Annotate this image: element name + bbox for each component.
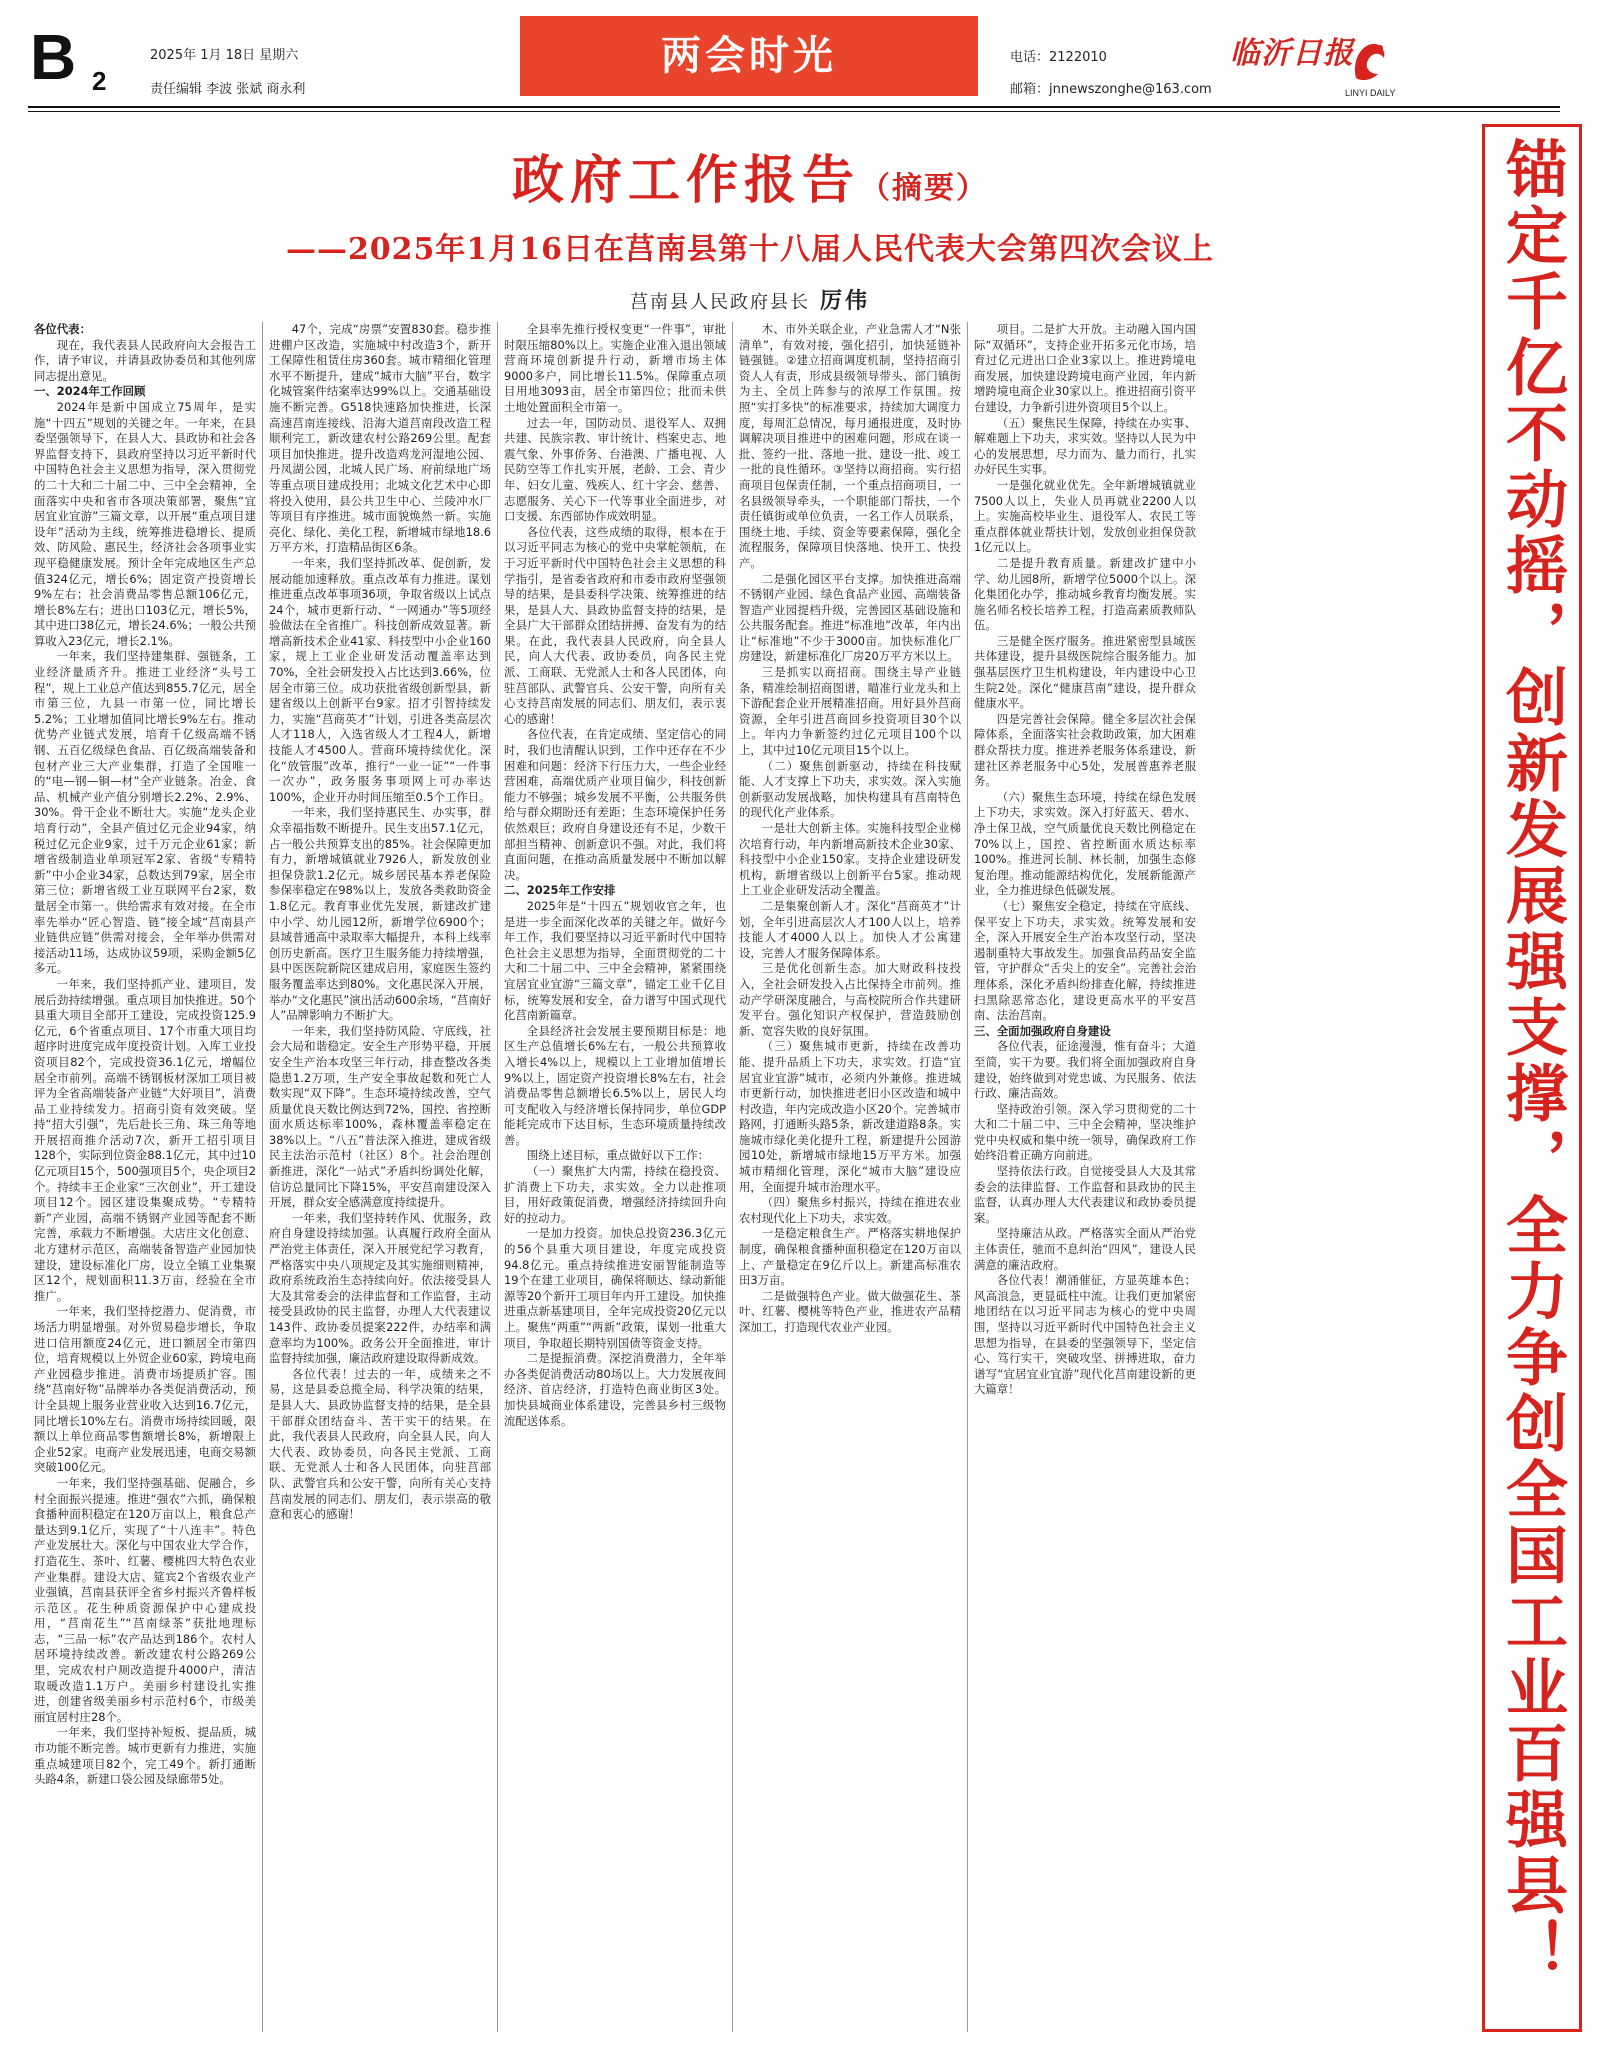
paragraph: 各位代表，在肯定成绩、坚定信心的同时，我们也清醒认识到，工作中还存在不少困难和问题：经济下行压力大，一些企业经营困难，高端优质产业项目偏少，科技创新能力不够强；城乡发展不平衡，公共服务供给与群众期盼还有差距；生态环境保护任务依然艰巨；政府自身建设还有不足，少数干部担当精神、创新意识不强。对此，我们将直面问题，在推动高质量发展中不断加以解决。	[504, 727, 726, 882]
column-rule	[732, 322, 733, 2032]
paragraph: 各位代表，征途漫漫，惟有奋斗；大道至简，实干为要。我们将全面加强政府自身建设，始终做到对党忠诚、为民服务、依法行政、廉洁高效。	[974, 1039, 1196, 1101]
article-title-text: 政府工作报告	[511, 150, 860, 211]
paragraph: 一年来，我们坚持强基础、促融合，乡村全面振兴提速。推进“强农”六抓，确保粮食播种面积稳定在120万亩以上，粮食总产量达到9.1亿斤，实现了“十八连丰”。特色产业发展壮大。深化与中国农业大学合作，打造花生、茶叶、红薯、樱桃四大特色农业产业集群。建设大店、筵宾2个省级农业产业强镇，莒南县获评全省乡村振兴齐鲁样板示范区。花生种质资源保护中心建成投用，“莒南花生”“莒南绿茶”获批地理标志，“三品一标”农产品达到186个。农村人居环境持续改善。新改建农村公路269公里，完成农村户厕改造提升4000户，清洁取暖改造1.1万户。美丽乡村建设扎实推进，创建省级美丽乡村示范村6个，市级美丽宜居村庄28个。	[34, 1475, 256, 1724]
section-heading: 二、2025年工作安排	[504, 883, 616, 898]
issue-date: 2025年 1月 18日 星期六	[150, 48, 299, 63]
paragraph: 各位代表！潮涌催征，方显英雄本色；风高浪急，更显砥柱中流。让我们更加紧密地团结在以习近平同志为核心的党中央周围，坚持以习近平新时代中国特色社会主义思想为指导，在县委的坚强领导下，坚定信心、笃行实干，突破攻坚、拼搏进取，奋力谱写“宜居宜业宜游”现代化莒南建设新的更大篇章！	[974, 1273, 1196, 1397]
author-role: 莒南县人民政府县长	[629, 292, 810, 313]
text-column	[739, 322, 961, 2032]
paragraph: 一年来，我们坚持转作风、优服务，政府自身建设持续加强。认真履行政府全面从严治党主体责任，深入开展党纪学习教育，严格落实中央八项规定及其实施细则精神，政府系统政治生态持续向好。依法接受县人大及其常委会的法律监督和工作监督，主动接受县政协的民主监督，办理人大代表建议143件、政协委员提案222件，办结率和满意率均为100%。政务公开全面推进，审计监督持续加强，廉洁政府建设取得新成效。	[269, 1210, 491, 1366]
paragraph: 坚持廉洁从政。严格落实全面从严治党主体责任，驰而不息纠治“四风”，建设人民满意的廉洁政府。	[974, 1226, 1196, 1272]
slogan-box	[1482, 124, 1582, 2032]
section-heading: 三、全面加强政府自身建设	[974, 1023, 1111, 1038]
paragraph: 全县经济社会发展主要预期目标是：地区生产总值增长6%左右，一般公共预算收入增长4%以上，规模以上工业增加值增长9%以上，固定资产投资增长8%左右，社会消费品零售总额增长6.5%以上，居民人均可支配收入与经济增长保持同步，单位GDP能耗完成市下达目标，生态环境质量持续改善。	[504, 1023, 726, 1147]
article-title	[40, 138, 1460, 213]
column-rule	[262, 322, 263, 2032]
paragraph: 一是加力投资。加快总投资236.3亿元的56个县重大项目建设，年度完成投资94.8亿元。重点持续推进安丽智能制造等19个在建工业项目，确保将顺达、绿动新能源等20个新开工项目年内开工建设。加快推进重点新基建项目，全年完成投资20亿元以上。聚焦“两重”“两新”政策，谋划一批重大项目，争取超长期特别国债等资金支持。	[504, 1226, 726, 1350]
paragraph: 各位代表，这些成绩的取得，根本在于以习近平同志为核心的党中央掌舵领航，在于习近平新时代中国特色社会主义思想的科学指引，是省委省政府和市委市政府坚强领导的结果，是县委科学决策、统筹推进的结果，是县人大、县政协监督支持的结果，是全县广大干部群众团结拼搏、奋发有为的结果。在此，我代表县人民政府，向全县人民，向人大代表、政协委员，向各民主党派、工商联、无党派人士和各人民团体，向驻莒部队、武警官兵、公安干警，向所有关心支持莒南发展的同志们、朋友们，表示衷心的感谢！	[504, 524, 726, 726]
paragraph: 二是做强特色产业。做大做强花生、茶叶、红薯、樱桃等特色产业，推进农产品精深加工，打造现代农业产业园。	[739, 1288, 961, 1334]
paragraph: 二是提升教育质量。新建改扩建中小学、幼儿园8所，新增学位5000个以上。深化集团化办学，推动城乡教育均衡发展。实施名师名校长培养工程，打造高素质教师队伍。	[974, 555, 1196, 633]
header-rule	[28, 106, 1560, 108]
header-rule-thin	[28, 111, 1560, 112]
paragraph: 一是强化就业优先。全年新增城镇就业7500人以上，失业人员再就业2200人以上。实施高校毕业生、退役军人、农民工等重点群体就业帮扶计划，发放创业担保贷款1亿元以上。	[974, 477, 1196, 555]
text-column	[269, 322, 491, 2032]
article-byline	[40, 284, 1460, 315]
slogan-text: 锚定千亿不动摇，创新发展强支撑，全力争创全国工业百强县！	[1495, 137, 1569, 1985]
paragraph: 坚持依法行政。自觉接受县人大及其常委会的法律监督、工作监督和县政协的民主监督，认真办理人大代表建议和政协委员提案。	[974, 1164, 1196, 1225]
column-rule	[497, 322, 498, 2032]
paragraph: 三是优化创新生态。加大财政科技投入，全社会研发投入占比保持全市前列。推动产学研深度融合，与高校院所合作共建研发平台。强化知识产权保护，营造鼓励创新、宽容失败的良好氛围。	[739, 961, 961, 1038]
paragraph: （四）聚焦乡村振兴，持续在推进农业农村现代化上下功夫，求实效。	[739, 1195, 961, 1225]
section-heading: 一、2024年工作回顾	[34, 384, 146, 399]
column-rule	[967, 322, 968, 2032]
paragraph: 一是稳定粮食生产。严格落实耕地保护制度，确保粮食播种面积稳定在120万亩以上、产量稳定在9亿斤以上。新建高标准农田3万亩。	[739, 1226, 961, 1288]
paragraph: 各位代表！过去的一年，成绩来之不易，这是县委总揽全局、科学决策的结果，是县人大、县政协监督支持的结果，是全县干部群众团结奋斗、苦干实干的结果。在此，我代表县人民政府，向全县人民，向人大代表、政协委员，向各民主党派、工商联、无党派人士和各人民团体，向驻莒部队、武警官兵和公安干警，向所有关心支持莒南发展的同志们、朋友们，表示崇高的敬意和衷心的感谢！	[269, 1366, 491, 1522]
paragraph: 二是集聚创新人才。深化“莒商英才”计划，全年引进高层次人才100人以上，培养技能人才4000人以上。加快人才公寓建设，完善人才服务保障体系。	[739, 898, 961, 960]
paragraph: 一年来，我们坚持建集群、强链条，工业经济量质齐升。推进工业经济“头号工程”，规上工业总产值达到855.7亿元，居全市第三位，九县一市第一位，同比增长5.2%；工业增加值同比增长9%左右。推动优势产业链式发展，培育千亿级高端不锈钢、五百亿级绿色食品、百亿级高端装备和包材产业三大产业集群，打造了全国唯一的“电—钢—铜—材”全产业链条。冶金、食品、机械产业产值分别增长2.2%、2.9%、30%。骨干企业不断壮大。实施“龙头企业培育行动”，全县产值过亿元企业94家，纳税过亿元企业9家，过千万元企业61家；新增省级制造业单项冠军2家、省级“专精特新”中小企业34家，总数达到79家，居全市第三位；新增省级工业互联网平台2家，数量居全市第一。供给需求有效对接。在全市率先举办“匠心智造、链”接全域“莒南县产业链供应链”供需对接会，全年举办供需对接活动11场，达成协议59项，采购金额5亿多元。	[34, 649, 256, 976]
paragraph: 三是抓实以商招商。围绕主导产业链条，精准绘制招商图谱，瞄准行业龙头和上下游配套企业开展精准招商。用好县外莒商资源，全年引进莒商回乡投资项目30个以上。年内力争新签约过亿元项目100个以上，其中过10亿元项目15个以上。	[739, 665, 961, 758]
paragraph: 一年来，我们坚持惠民生、办实事，群众幸福指数不断提升。民生支出57.1亿元，占一般公共预算支出的85%。社会保障更加有力，新增城镇就业7926人，新发放创业担保贷款1.2亿元。城乡居民基本养老保险参保率稳定在98%以上，发放各类救助资金1.8亿元。教育事业优先发展，新建改扩建中小学、幼儿园12所，新增学位6900个；县域普通高中录取率大幅提升，本科上线率创历史新高。医疗卫生服务能力持续增强，县中医医院新院区建成启用，家庭医生签约服务覆盖率达到80%。文化惠民深入开展，举办“文化惠民”演出活动600余场，“莒南好人”品牌影响力不断扩大。	[269, 805, 491, 1023]
text-column	[974, 322, 1196, 2032]
contact-email: 邮箱：jnnewszonghe@163.com	[1010, 82, 1212, 97]
paragraph: 现在，我代表县人民政府向大会报告工作，请予审议，并请县政协委员和其他列席同志提出意见。	[34, 337, 256, 383]
paragraph: （六）聚焦生态环境，持续在绿色发展上下功夫，求实效。深入打好蓝天、碧水、净土保卫战，空气质量优良天数比例稳定在70%以上，国控、省控断面水质达标率100%。推进河长制、林长制，加强生态修复治理。推动能源结构优化，发展新能源产业，全力推进绿色低碳发展。	[974, 789, 1196, 898]
paragraph: （三）聚焦城市更新，持续在改善功能、提升品质上下功夫，求实效。打造“宜居宜业宜游”城市，必须内外兼修。推进城市更新行动，加快推进老旧小区改造和城中村改造，年内完成改造小区20个。完善城市路网，打通断头路5条，新改建道路8条。实施城市绿化美化提升工程，新建提升公园游园10处，新增城市绿地15万平方米。加强城市精细化管理，深化“城市大脑”建设应用，全面提升城市治理水平。	[739, 1039, 961, 1194]
paragraph: 2025年是“十四五”规划收官之年，也是进一步全面深化改革的关键之年。做好今年工作，我们要坚持以习近平新时代中国特色社会主义思想为指导，全面贯彻党的二十大和二十届二中、三中全会精神，紧紧围绕宜居宜业宜游“三篇文章”，锚定工业千亿目标，统筹发展和安全，奋力谱写中国式现代化莒南新篇章。	[504, 898, 726, 1023]
article-title-suffix: （摘要）	[860, 171, 988, 206]
page-header	[0, 0, 1600, 110]
paragraph: 三是健全医疗服务。推进紧密型县域医共体建设，提升县级医院综合服务能力。加强基层医疗卫生机构建设，年内建设中心卫生院2处。深化“健康莒南”建设，提升群众健康水平。	[974, 633, 1196, 711]
article-subtitle: ——2025年1月16日在莒南县第十八届人民代表大会第四次会议上	[285, 232, 1215, 267]
paragraph: 一年来，我们坚持补短板、提品质，城市功能不断完善。城市更新有力推进，实施重点城建项目82个，完工49个。新打通断头路4条，新建口袋公园及绿廊带5处。	[34, 1725, 256, 1787]
paragraph: 一是壮大创新主体。实施科技型企业梯次培育行动，年内新增高新技术企业30家、科技型中小企业150家。支持企业建设研发机构，新增省级以上创新平台5家。推动规上工业企业研发活动全覆盖。	[739, 821, 961, 898]
newspaper-logo	[1230, 18, 1396, 104]
paragraph: 全县率先推行授权变更“一件事”，审批时限压缩80%以上。实施企业准入退出领域营商环境创新提升行动，新增市场主体9000多户，同比增长11.5%。保障重点项目用地3093亩，居全市第四位；批而未供土地处置面积全市第一。	[504, 322, 726, 414]
article-body	[34, 322, 1470, 2032]
paragraph: （七）聚焦安全稳定，持续在守底线、保平安上下功夫，求实效。统筹发展和安全，深入开展安全生产治本攻坚行动，坚决遏制重特大事故发生。加强食品药品安全监管，守护群众“舌尖上的安全”。完善社会治理体系，深化矛盾纠纷排查化解，持续推进扫黑除恶常态化，建设更高水平的平安莒南、法治莒南。	[974, 898, 1196, 1023]
paragraph: （五）聚焦民生保障，持续在办实事、解难题上下功夫，求实效。坚持以人民为中心的发展思想，尽力而为、量力而行，扎实办好民生实事。	[974, 415, 1196, 477]
logo-english: LINYI DAILY	[1345, 88, 1396, 98]
paragraph: 一年来，我们坚持防风险、守底线，社会大局和谐稳定。安全生产形势平稳，开展安全生产治本攻坚三年行动，排查整改各类隐患1.2万项，生产安全事故起数和死亡人数实现“双下降”。生态环境持续改善，空气质量优良天数比例达到72%，国控、省控断面水质达标率100%，森林覆盖率稳定在38%以上。“八五”普法深入推进，建成省级民主法治示范村（社区）8个。社会治理创新推进，深化“一站式”矛盾纠纷调处化解，信访总量同比下降15%，平安莒南建设深入开展，群众安全感满意度持续提升。	[269, 1023, 491, 1210]
text-column	[34, 322, 256, 2032]
paragraph: 项目。二是扩大开放。主动融入国内国际“双循环”，支持企业开拓多元化市场，培育过亿元进出口企业3家以上。推进跨境电商发展，加快建设跨境电商产业园，年内新增跨境电商企业30家以上。推进招商引资平台建设，力争新引进外资项目5个以上。	[974, 322, 1196, 414]
paragraph: 47个，完成“房票”安置830套。稳步推进棚户区改造，实施城中村改造3个，新开工保障性租赁住房360套。城市精细化管理水平不断提升，建成“城市大脑”平台，数字化城管案件结案率达99%以上。交通基础设施不断完善。G518快速路加快推进，长深高速莒南连接线、沿海大道莒南段改造工程顺利完工，新改建农村公路269公里。配套项目加快推进。提升改造鸡龙河湿地公园、丹凤湖公园，北城人民广场、府前绿地广场等重点项目建成投用；北城文化艺术中心即将投入使用，县公共卫生中心、兰陵冲水厂等项目有序推进。城市面貌焕然一新。实施亮化、绿化、美化工程，新增城市绿地18.6万平方米，打造精品街区6条。	[269, 322, 491, 555]
paragraph: 坚持政治引领。深入学习贯彻党的二十大和二十届二中、三中全会精神，坚决维护党中央权威和集中统一领导，确保政府工作始终沿着正确方向前进。	[974, 1101, 1196, 1163]
logo-text: 临沂日报	[1230, 36, 1354, 71]
page-number: 2	[92, 66, 107, 96]
page-letter: B	[30, 21, 75, 93]
paragraph: 二是提振消费。深挖消费潜力，全年举办各类促消费活动80场以上。大力发展夜间经济、首店经济，打造特色商业街区3处。加快县城商业体系建设，完善县乡村三级物流配送体系。	[504, 1351, 726, 1428]
section-title: 两会时光	[520, 16, 978, 96]
text-column	[504, 322, 726, 2032]
author-name: 厉伟	[819, 288, 870, 314]
paragraph: 二是强化园区平台支撑。加快推进高端不锈钢产业园、绿色食品产业园、高端装备智造产业园提档升级，完善园区基础设施和公共服务配套。推进“标准地”改革，年内出让“标准地”不少于3000亩。加快标准化厂房建设，新建标准化厂房20万平方米以上。	[739, 571, 961, 664]
contact-tel: 电话：2122010	[1010, 50, 1107, 65]
editors-line: 责任编辑 李波 张斌 商永利	[150, 82, 306, 97]
paragraph: 过去一年，国防动员、退役军人、双拥共建、民族宗教、审计统计、档案史志、地震气象、外事侨务、台港澳、广播电视、人民防空等工作扎实开展，老龄、工会、青少年、妇女儿童、残疾人、红十字会、慈善、志愿服务、关心下一代等事业全面进步，对口支援、东西部协作成效明显。	[504, 415, 726, 524]
paragraph: 围绕上述目标，重点做好以下工作：	[526, 1148, 710, 1163]
salutation: 各位代表：	[34, 322, 91, 336]
paragraph: 2024年是新中国成立75周年，是实施“十四五”规划的关键之年。一年来，在县委坚强领导下，在县人大、县政协和社会各界监督支持下，县政府坚持以习近平新时代中国特色社会主义思想为指导，深入贯彻党的二十大和二十届二中、三中全会精神，全面落实中央和省市各项决策部署，聚焦“宜居宜业宜游”三篇文章，以开展“重点项目建设年”活动为主线，统筹推进稳增长、提质效、防风险、惠民生，经济社会各项事业实现平稳健康发展。预计全年完成地区生产总值324亿元，增长6%；固定资产投资增长9%左右；社会消费品零售总额106亿元，增长8%左右；进出口103亿元，增长5%，其中进口38亿元，增长24.6%；一般公共预算收入23亿元，增长2.1%。	[34, 399, 256, 648]
logo-emblem-icon	[1350, 38, 1390, 82]
paragraph: 一年来，我们坚持抓改革、促创新，发展动能加速释放。重点改革有力推进。谋划推进重点改革事项36项，争取省级以上试点24个，城市更新行动、“一网通办”等5项经验做法在全省推广。科技创新成效显著。新增高新技术企业41家、科技型中小企业160家，规上工业企业研发活动覆盖率达到70%，全社会研发投入占比达到3.66%，位居全市第三位。成功获批省级创新型县，新建省级以上创新平台9家。招才引智持续发力，实施“莒商英才”计划，引进各类高层次人才118人，入选省级人才工程4人，新增技能人才4500人。营商环境持续优化。深化“放管服”改革，推行“一业一证”“一件事一次办”，政务服务事项网上可办率达100%，企业开办时间压缩至0.5个工作日。	[269, 555, 491, 804]
paragraph: 一年来，我们坚持抓产业、建项目，发展后劲持续增强。重点项目加快推进。50个县重大项目全部开工建设，完成投资125.9亿元，6个省重点项目、17个市重大项目均超序时进度完成年度投资计划。入库工业投资项目82个，完成投资36.1亿元，增幅位居全市前列。高端不锈钢板材深加工项目被评为全省高端装备产业链“大好项目”，消费品工业持续发力。招商引资有效突破。坚持“招大引强”，先后赴长三角、珠三角等地开展招商推介活动7次，新开工招引项目128个，实际到位资金88.1亿元，其中过10亿元项目15个，500强项目5个，央企项目2个。持续丰王企业家“三次创业”，开工建设项目12个。园区建设集聚成势。“专精特新”产业园，高端不锈钢产业园等配套不断完善，承载力不断增强。大店庄文化创意、北方建材示范区，高端装备智造产业园加快建设，建设标准化厂房，设立全镇工业集聚区12个，规划面积11.3万亩，经验在全市推广。	[34, 976, 256, 1303]
paragraph: （一）聚焦扩大内需，持续在稳投资、扩消费上下功夫，求实效。全力以赴推项目，用好政策促消费，增强经济持续回升向好的拉动力。	[504, 1164, 726, 1225]
paragraph: 四是完善社会保障。健全多层次社会保障体系，全面落实社会救助政策，加大困难群众帮扶力度。推进养老服务体系建设，新建社区养老服务中心5处，发展普惠养老服务。	[974, 711, 1196, 789]
paragraph: 木、市外关联企业，产业急需人才“N张清单”，有效对接，强化招引，加快延链补链强链。②建立招商调度机制，坚持招商引资人人有责，形成县级领导带头、部门镇街为主、全员上阵参与的浓厚工作氛围。按照“实打多快”的标准要求，持续加大调度力度，每周汇总情况，每月通报进度，及时协调解决项目推进中的困难问题，形成在谈一批、签约一批、落地一批、建设一批、竣工一批的良性循环。③坚持以商招商。实行招商项目包保责任制，一个重点招商项目，一名县级领导牵头，一个职能部门帮扶，一个责任镇街或单位负责，一名工作人员联系，围绕土地、手续、资金等要素保障，强化全流程服务，保障项目快落地、快开工、快投产。	[739, 322, 961, 570]
paragraph: 一年来，我们坚持挖潜力、促消费，市场活力明显增强。对外贸易稳步增长，争取进口信用额度24亿元，进口额居全市第四位，培育规模以上外贸企业60家，跨境电商产业园稳步推进。消费市场提质扩容。围绕“莒南好物”品牌举办各类促消费活动，预计全县规上服务业营业收入达到16.7亿元，同比增长10%左右。消费市场持续回暖，限额以上单位商品零售额增长8%，新增限上企业52家。电商产业发展迅速，电商交易额突破100亿元。	[34, 1304, 256, 1475]
paragraph: （二）聚焦创新驱动，持续在科技赋能、人才支撑上下功夫，求实效。深入实施创新驱动发展战略，加快构建具有莒南特色的现代化产业体系。	[739, 758, 961, 820]
